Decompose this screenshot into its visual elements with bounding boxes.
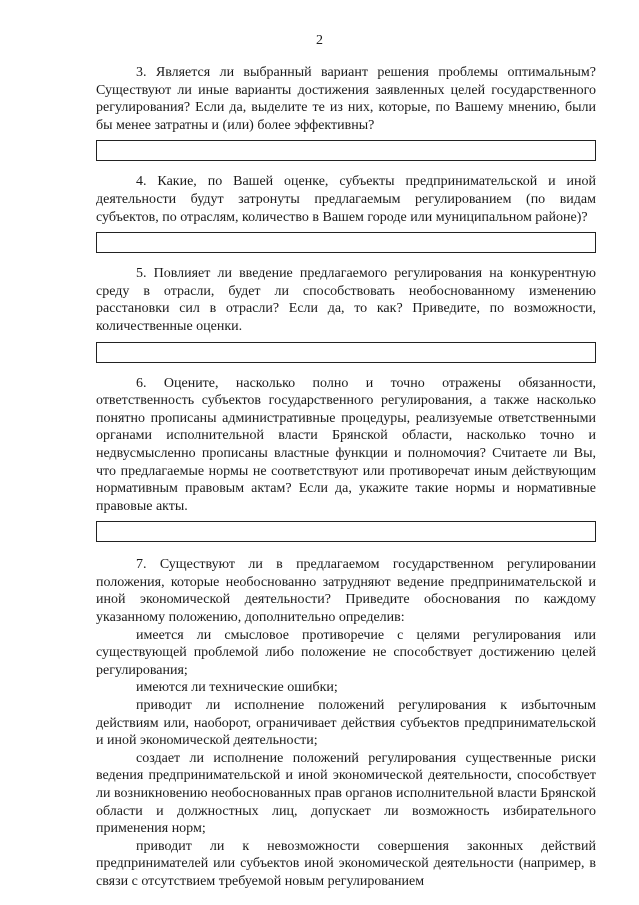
question-4-answer-field[interactable] [96, 232, 596, 253]
question-6-text: 6. Оцените, насколько полно и точно отражены обязанности, ответственность субъектов государственного регулирования, а также насколько понятно прописаны административные процедуры, реализуемые ответственными органами исполнительной власти Брянской области, насколько точно и недвусмысленно прописаны властные функции и полномочия? Считаете ли Вы, что предлагаемые нормы не соответствуют или противоречат иным действующим нормативным правовым актам? Если да, укажите такие нормы и нормативные правовые акты. [96, 375, 596, 514]
page-number: 2 [316, 33, 323, 48]
question-3-answer-field[interactable] [96, 140, 596, 161]
question-4-text: 4. Какие, по Вашей оценке, субъекты предпринимательской и иной деятельности будут затронуты предлагаемым регулированием (по видам субъектов, по отраслям, количество в Вашем городе или муниципальном районе)? [96, 174, 596, 225]
question-5-answer-field[interactable] [96, 342, 596, 363]
question-7-item-1: имеется ли смысловое противоречие с целями регулирования или существующей проблемой либо положение не способствует достижению целей регулирования; [96, 627, 596, 678]
question-7-item-5: приводит ли к невозможности совершения законных действий предпринимателей или субъектов иной экономической деятельности (например, в связи с отсутствием требуемой новым регулированием [96, 838, 596, 889]
question-7-item-4: создает ли исполнение положений регулирования существенные риски ведения предпринимательской и иной экономической деятельности, способствует ли возникновению необоснованных прав органов исполнительной власти Брянской области и должностных лиц, допускает ли возможность избирательного применения норм; [96, 750, 596, 837]
question-7-item-3: приводит ли исполнение положений регулирования к избыточным действиям или, наоборот, ограничивает действия субъектов предпринимательской и иной экономической деятельности; [96, 698, 596, 749]
document-body [96, 64, 596, 891]
question-3-text: 3. Является ли выбранный вариант решения проблемы оптимальным? Существуют ли иные варианты достижения заявленных целей государственного регулирования? Если да, выделите те из них, которые, по Вашему мнению, были бы менее затратны и (или) более эффективны? [96, 65, 596, 133]
question-6-answer-field[interactable] [96, 521, 596, 542]
question-7-item-2: имеются ли технические ошибки; [136, 680, 338, 696]
question-5-text: 5. Повлияет ли введение предлагаемого регулирования на конкурентную среду в отрасли, будет ли способствовать необоснованному изменению расстановки сил в отрасли? Если да, то как? Приведите, по возможности, количественные оценки. [96, 266, 596, 334]
question-7-text: 7. Существуют ли в предлагаемом государственном регулировании положения, которые необоснованно затрудняют ведение предпринимательской и иной экономической деятельности? Приведите обоснования по каждому указанному положению, дополнительно определив: [96, 557, 596, 626]
